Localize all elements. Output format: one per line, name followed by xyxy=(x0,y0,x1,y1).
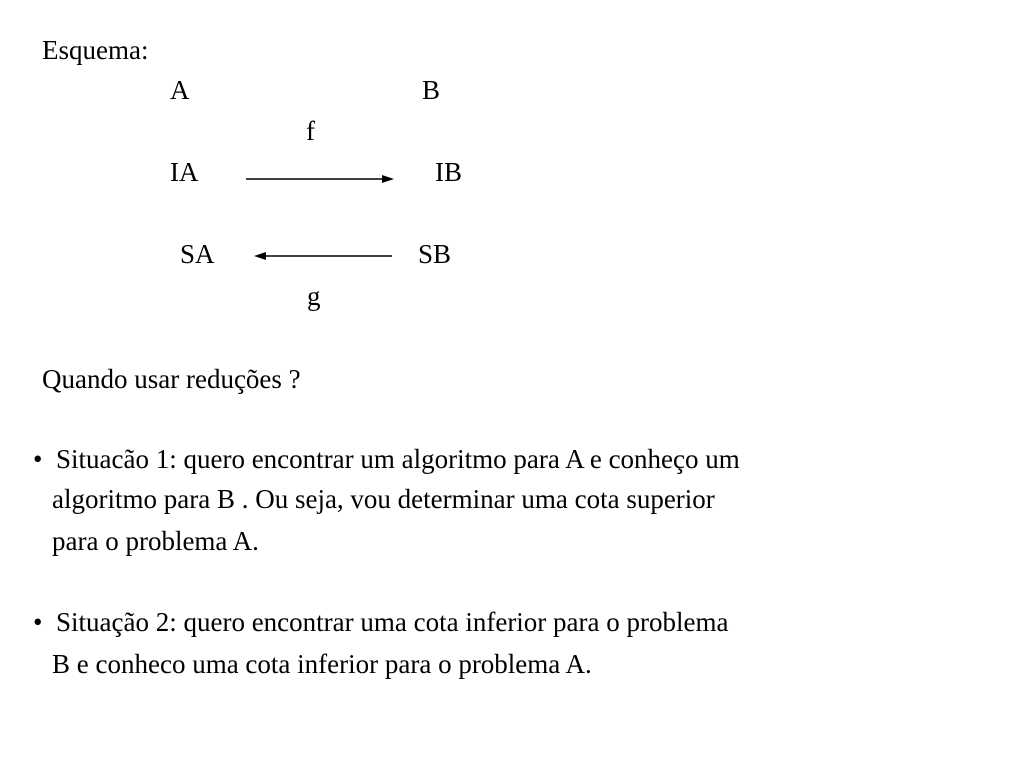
diagram-label-ib: IB xyxy=(435,157,462,187)
diagram-label-g: g xyxy=(307,281,321,311)
question-text: Quando usar reduções ? xyxy=(42,364,301,394)
diagram-label-ia: IA xyxy=(170,157,199,187)
bullet-marker: • xyxy=(33,444,43,474)
arrow-f-right xyxy=(244,171,404,187)
bullet-1-line-3: para o problema A. xyxy=(52,526,259,556)
bullet-1-line-1: Situacão 1: quero encontrar um algoritmo para A e conheço um xyxy=(56,444,740,474)
bullet-marker: • xyxy=(33,607,43,637)
diagram-label-sa: SA xyxy=(180,239,215,269)
bullet-2-line-1: Situação 2: quero encontrar uma cota inferior para o problema xyxy=(56,607,729,637)
bullet-2-line-2: B e conheco uma cota inferior para o problema A. xyxy=(52,649,592,679)
arrow-g-left xyxy=(250,248,400,264)
diagram-label-a: A xyxy=(170,75,190,105)
diagram-label-sb: SB xyxy=(418,239,452,269)
diagram-label-b: B xyxy=(422,75,441,105)
bullet-1-line-2: algoritmo para B . Ou seja, vou determinar uma cota superior xyxy=(52,484,715,514)
diagram-label-f: f xyxy=(306,116,315,146)
heading: Esquema: xyxy=(42,35,149,65)
